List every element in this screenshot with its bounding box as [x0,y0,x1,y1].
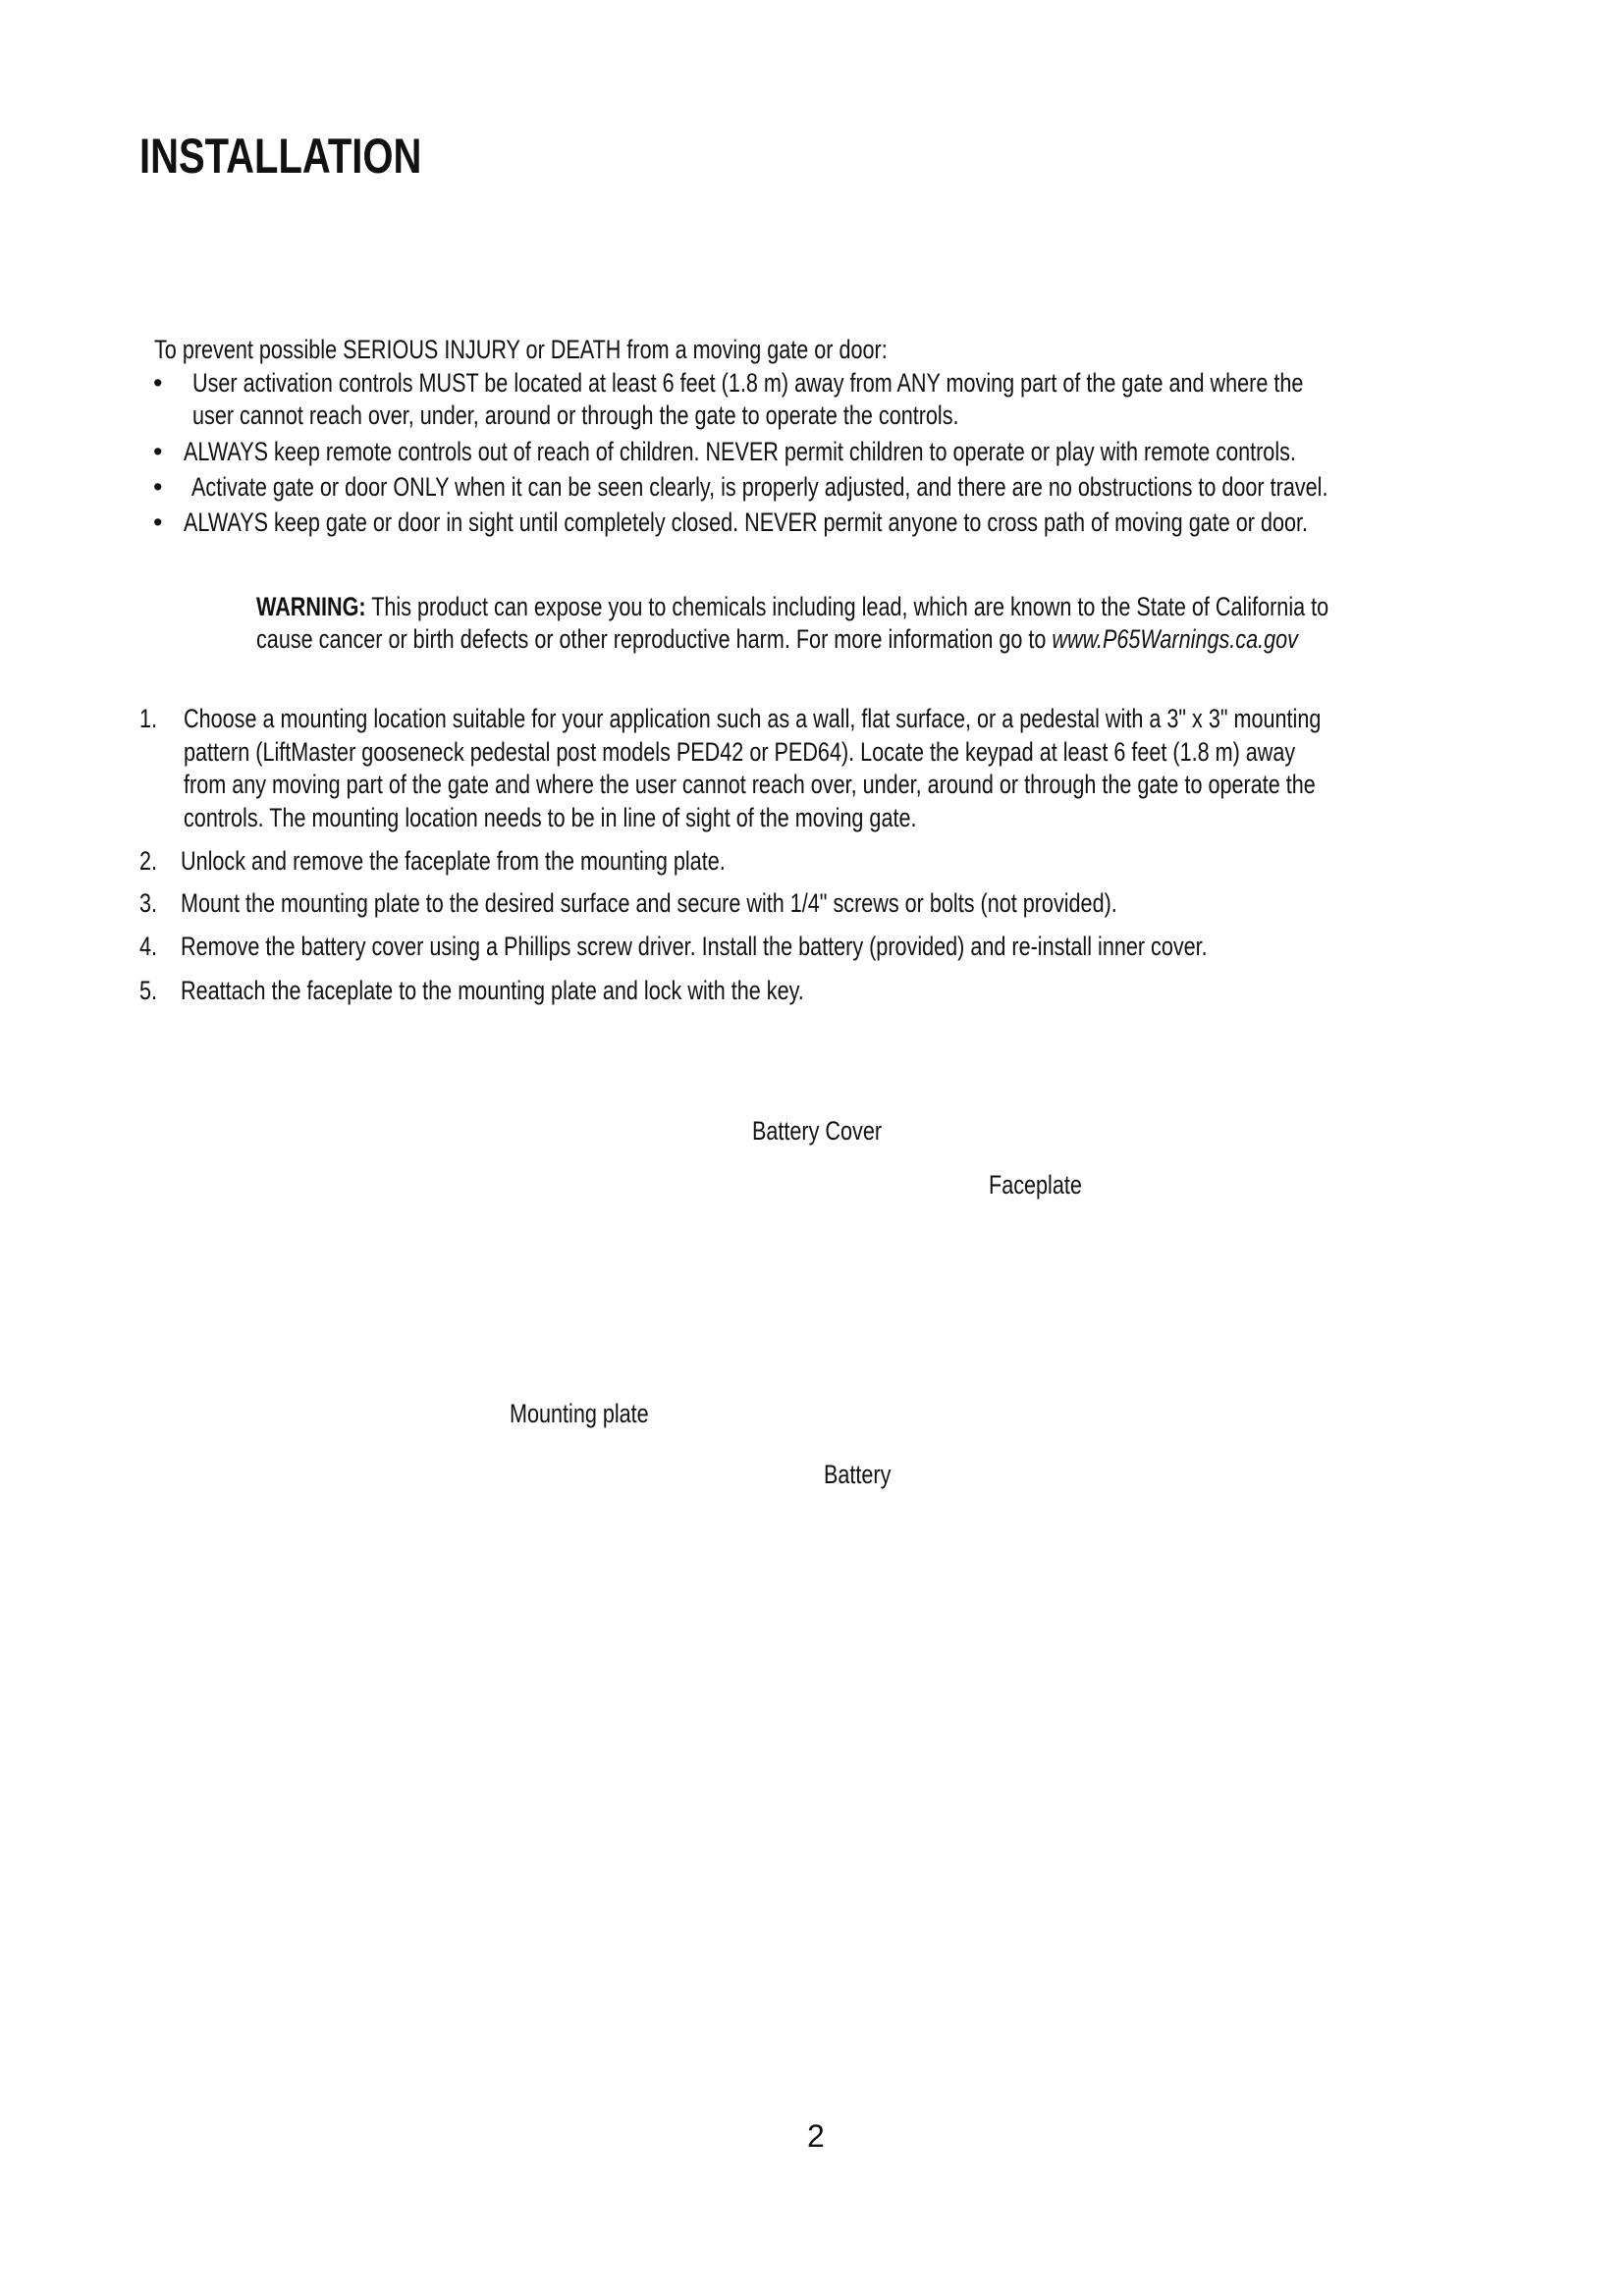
warning-label: WARNING: [256,592,366,621]
bullet-symbol: • [153,507,163,537]
step-2-line-1: Unlock and remove the faceplate from the mounting plate. [181,846,726,876]
step-4-number: 4. [139,932,158,961]
step-4-line-1: Remove the battery cover using a Phillips screw driver. Install the battery (provided) and re-install inner cover. [181,932,1208,961]
bullet-symbol: • [153,368,163,398]
safety-bullet-4-line-1: ALWAYS keep gate or door in sight until completely closed. NEVER permit anyone to cross path of moving gate or door. [184,507,1308,537]
figure-label-faceplate: Faceplate [989,1170,1082,1200]
step-5-line-1: Reattach the faceplate to the mounting plate and lock with the key. [181,976,804,1005]
figure-label-mounting-plate: Mounting plate [510,1399,649,1428]
warning-text-2: cause cancer or birth defects or other reproductive harm. For more information go to [256,624,1047,654]
page-title: INSTALLATION [139,129,422,184]
step-1-line-4: controls. The mounting location needs to be in line of sight of the moving gate. [184,803,917,832]
figure-label-battery-cover: Battery Cover [752,1116,883,1146]
step-3-line-1: Mount the mounting plate to the desired surface and secure with 1/4" screws or bolts (not provided). [181,888,1117,918]
step-1-number: 1. [139,704,158,733]
step-2-number: 2. [139,846,158,876]
warning-text-1: This product can expose you to chemicals including lead, which are known to the State of California to [371,592,1329,621]
warning-line-2 [256,622,1298,656]
safety-intro: To prevent possible SERIOUS INJURY or DEATH from a moving gate or door: [154,335,888,364]
step-1-line-2: pattern (LiftMaster gooseneck pedestal post models PED42 or PED64). Locate the keypad at least 6 feet (1.8 m) away [184,737,1296,767]
step-5-number: 5. [139,976,158,1005]
safety-bullet-2-line-1: ALWAYS keep remote controls out of reach of children. NEVER permit children to operate or play with remote controls. [184,437,1296,466]
step-1-line-1: Choose a mounting location suitable for your application such as a wall, flat surface, or a pedestal with a 3" x 3" mounting [184,704,1322,733]
bullet-symbol: • [153,437,163,466]
warning-link: www.P65Warnings.ca.gov [1052,624,1298,654]
figure-label-battery: Battery [824,1460,892,1489]
safety-bullet-1-line-1: User activation controls MUST be located at least 6 feet (1.8 m) away from ANY moving part of the gate and where the [192,368,1304,398]
bullet-symbol: • [153,472,163,502]
warning-line-1 [256,590,1328,623]
safety-bullet-3-line-1: Activate gate or door ONLY when it can be seen clearly, is properly adjusted, and there are no obstructions to door travel. [191,472,1328,502]
page-number: 2 [807,2118,825,2154]
step-3-number: 3. [139,888,158,918]
step-1-line-3: from any moving part of the gate and where the user cannot reach over, under, around or through the gate to operate the [184,770,1316,799]
safety-bullet-1-line-2: user cannot reach over, under, around or through the gate to operate the controls. [192,400,959,430]
